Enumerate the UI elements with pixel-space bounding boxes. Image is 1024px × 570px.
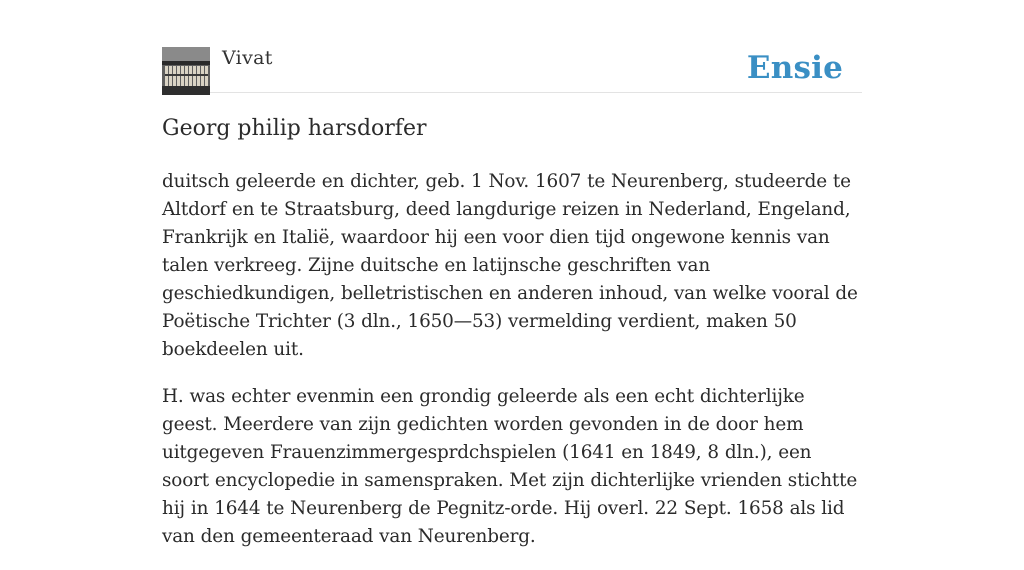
site-logo[interactable]: Ensie <box>746 50 843 86</box>
author-name[interactable]: Vivat <box>222 47 273 69</box>
author-avatar[interactable] <box>162 47 210 95</box>
page-header <box>162 46 862 93</box>
entry-paragraph: duitsch geleerde en dichter, geb. 1 Nov. 1607 te Neurenberg, studeerde te Altdorf en te Straatsburg, deed langdurige reizen in Nederland, Engeland, Frankrijk en Italië, waardoor hij een voor dien tijd ongewone kennis van talen verkreeg. Zijne duitsche en latijnsche geschriften van geschiedkundigen, belletristischen en anderen inhoud, van welke vooral de Poëtische Trichter (3 dln., 1650—53) vermelding verdient, maken 50 boekdeelen uit. <box>162 171 858 360</box>
entry-body <box>162 168 862 570</box>
entry-paragraph: H. was echter evenmin een grondig geleerde als een echt dichterlijke geest. Meerdere van zijn gedichten worden gevonden in de door hem uitgegeven Frauenzimmergesprdchspielen (1641 en 1849, 8 dln.), een soort encyclopedie in samenspraken. Met zijn dichterlijke vrienden stichtte hij in 1644 te Neurenberg de Pegnitz-orde. Hij overl. 22 Sept. 1658 als lid van den gemeenteraad van Neurenberg. <box>162 386 858 547</box>
bookshelf-avatar-icon <box>162 47 210 95</box>
entry-title: Georg philip harsdorfer <box>162 116 427 141</box>
